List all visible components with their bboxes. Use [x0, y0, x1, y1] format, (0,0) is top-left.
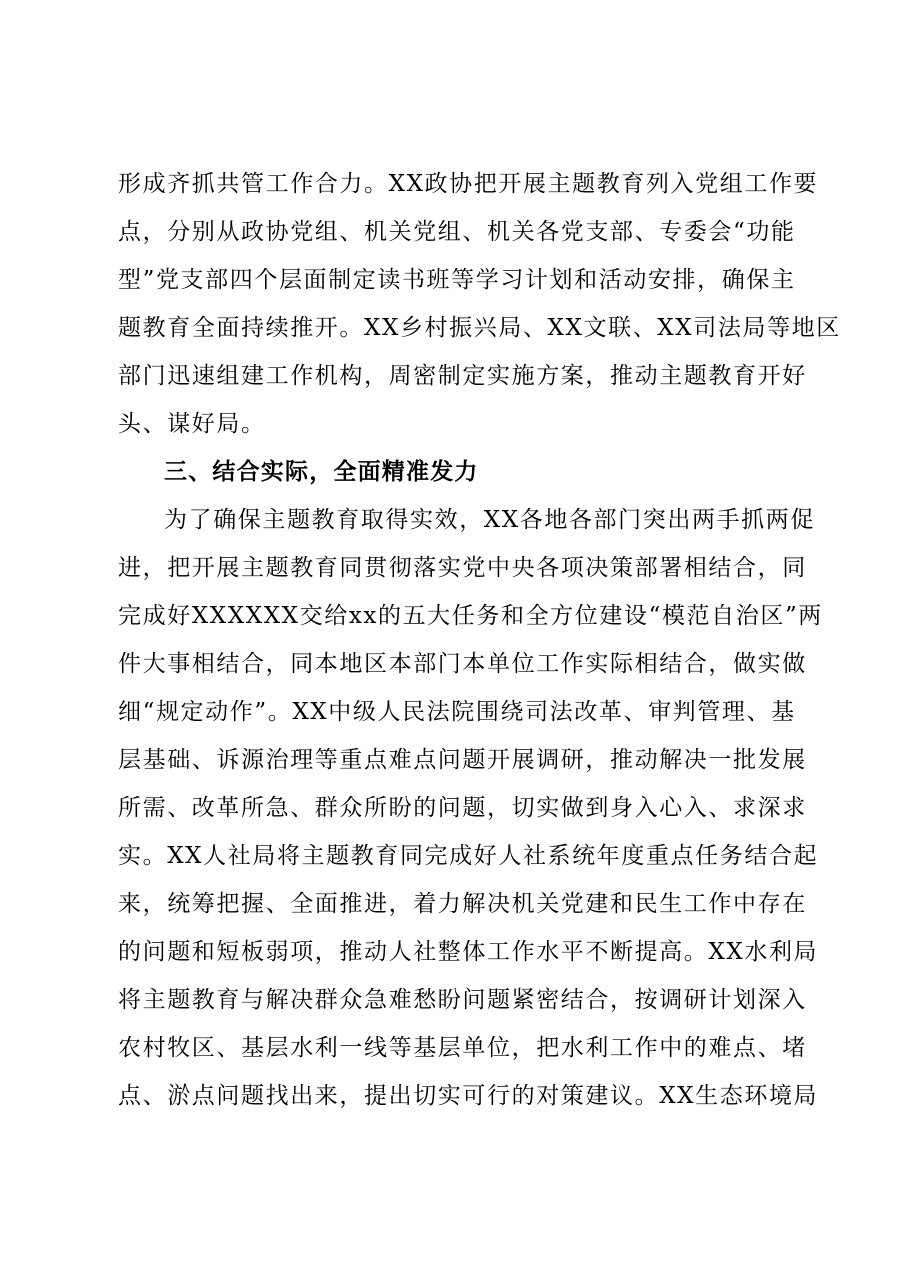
body-text-line: 为了确保主题教育取得实效，XX各地各部门突出两手抓两促	[164, 507, 815, 533]
body-text-line: 农村牧区、基层水利一线等基层单位，把水利工作中的难点、堵	[118, 1035, 807, 1061]
body-text-line: 形成齐抓共管工作合力。XX政协把开展主题教育列入党组工作要	[118, 171, 819, 197]
body-text-line: 来，统筹把握、全面推进，着力解决机关党建和民生工作中存在	[118, 891, 807, 917]
body-text-line: 头、谋好局。	[118, 411, 266, 437]
body-text-line: 完成好XXXXXX交给xx的五大任务和全方位建设“模范自治区”两	[118, 603, 823, 629]
body-text-line: 将主题教育与解决群众急难愁盼问题紧密结合，按调研计划深入	[118, 987, 807, 1013]
body-text-line: 部门迅速组建工作机构，周密制定实施方案，推动主题教育开好	[118, 363, 807, 389]
body-text-line: 进，把开展主题教育同贯彻落实党中央各项决策部署相结合，同	[118, 555, 807, 581]
body-text-line: 型”党支部四个层面制定读书班等学习计划和活动安排，确保主	[118, 267, 796, 293]
body-text-line: 细“规定动作”。XX中级人民法院围绕司法改革、审判管理、基	[118, 699, 796, 725]
body-text-line: 点、淤点问题找出来，提出切实可行的对策建议。XX生态环境局	[118, 1083, 819, 1109]
body-text-line: 的问题和短板弱项，推动人社整体工作水平不断提高。XX水利局	[118, 939, 819, 965]
body-text-line: 件大事相结合，同本地区本部门本单位工作实际相结合，做实做	[118, 651, 807, 677]
body-text-line: 题教育全面持续推开。XX乡村振兴局、XX文联、XX司法局等地区	[118, 315, 841, 341]
body-text-line: 所需、改革所急、群众所盼的问题，切实做到身入心入、求深求	[118, 795, 807, 821]
body-text-line: 实。XX人社局将主题教育同完成好人社系统年度重点任务结合起	[118, 843, 819, 869]
section-heading: 三、结合实际，全面精准发力	[164, 458, 479, 485]
body-text-line: 点，分别从政协党组、机关党组、机关各党支部、专委会“功能	[118, 219, 796, 245]
body-text-line: 层基础、诉源治理等重点难点问题开展调研，推动解决一批发展	[118, 747, 807, 773]
